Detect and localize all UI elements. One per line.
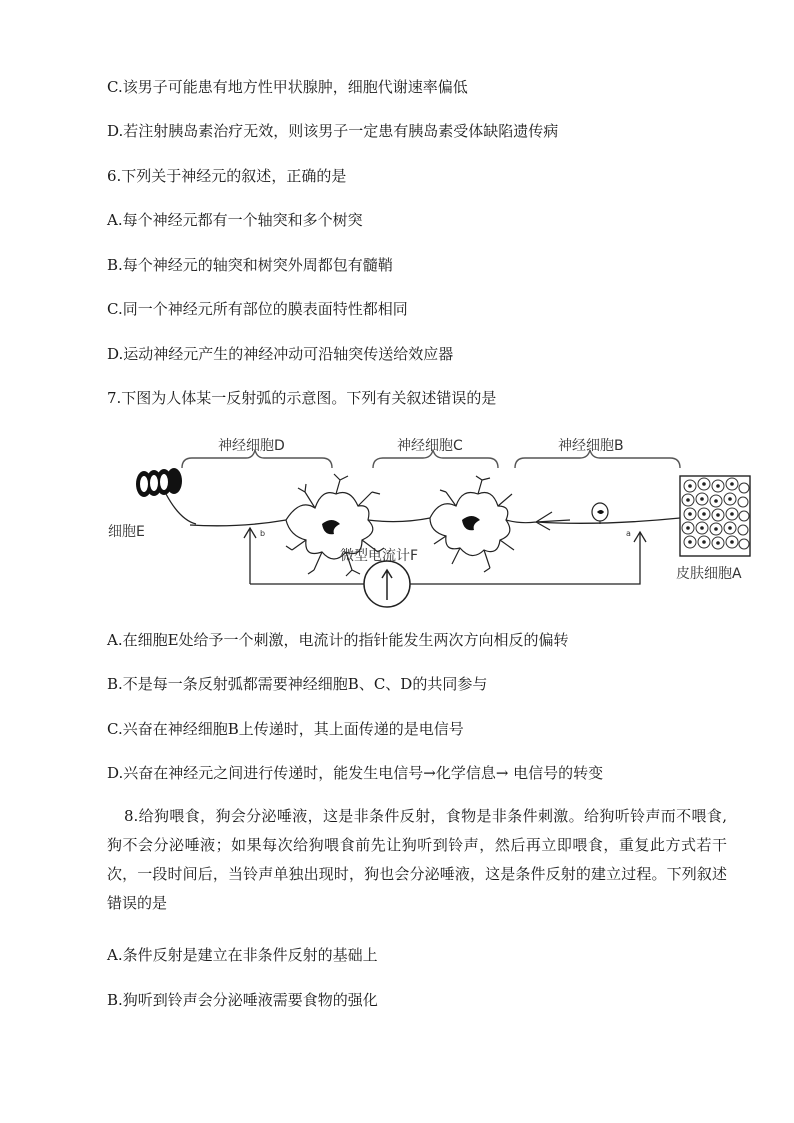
line-q8-a: A.条件反射是建立在非条件反射的基础上 (107, 946, 378, 964)
galvanometer-f (364, 561, 410, 607)
axon-d (190, 520, 286, 526)
label-galvanometer: 微型电流计F (340, 548, 419, 564)
line-q6-a: A.每个神经元都有一个轴突和多个树突 (107, 211, 363, 229)
line-q5-c: C.该男子可能患有地方性甲状腺肿，细胞代谢速率偏低 (107, 78, 468, 96)
reflex-arc-diagram (100, 428, 760, 618)
line-q7-c: C.兴奋在神经细胞B上传递时，其上面传递的是电信号 (107, 720, 464, 738)
line-q7-stem: 7.下图为人体某一反射弧的示意图。下列有关叙述错误的是 (107, 389, 497, 407)
line-q7-a: A.在细胞E处给予一个刺激，电流计的指针能发生两次方向相反的偏转 (107, 631, 569, 649)
line-q8-b: B.狗听到铃声会分泌唾液需要食物的强化 (107, 991, 378, 1009)
line-q6-b: B.每个神经元的轴突和树突外周都包有髓鞘 (107, 256, 393, 274)
label-skin-a: 皮肤细胞A (676, 566, 742, 582)
point-a: a (626, 529, 631, 538)
label-neuron-d: 神经细胞D (218, 438, 285, 454)
line-q5-d: D.若注射胰岛素治疗无效，则该男子一定患有胰岛素受体缺陷遗传病 (107, 122, 559, 140)
paragraph-q8-stem: 8.给狗喂食，狗会分泌唾液，这是非条件反射，食物是非条件刺激。给狗听铃声而不喂食,狗不会分泌唾液；如果每次给狗喂食前先让狗听到铃声，然后再立即喂食，重复此方式若干次，一段时间后，当铃声单独出现时，狗也会分泌唾液，这是条件反射的建立过程。下列叙述错误的是 (107, 807, 727, 912)
line-q6-d: D.运动神经元产生的神经冲动可沿轴突传送给效应器 (107, 345, 454, 363)
line-q6-c: C.同一个神经元所有部位的膜表面特性都相同 (107, 300, 408, 318)
nucleus-c (462, 516, 480, 530)
nucleus-d (322, 520, 340, 534)
line-q6-stem: 6.下列关于神经元的叙述，正确的是 (107, 167, 347, 185)
label-neuron-b: 神经细胞B (558, 438, 624, 454)
point-b: b (260, 529, 266, 538)
line-q7-d: D.兴奋在神经元之间进行传递时，能发生电信号→化学信息→ 电信号的转变 (107, 764, 604, 782)
skin-cells-a (680, 476, 750, 556)
cell-e-coil (136, 468, 196, 524)
line-q7-b: B.不是每一条反射弧都需要神经细胞B、C、D的共同参与 (107, 675, 488, 693)
label-neuron-c: 神经细胞C (397, 438, 463, 454)
label-cell-e: 细胞E (108, 524, 145, 540)
neuron-c-body (430, 476, 570, 572)
